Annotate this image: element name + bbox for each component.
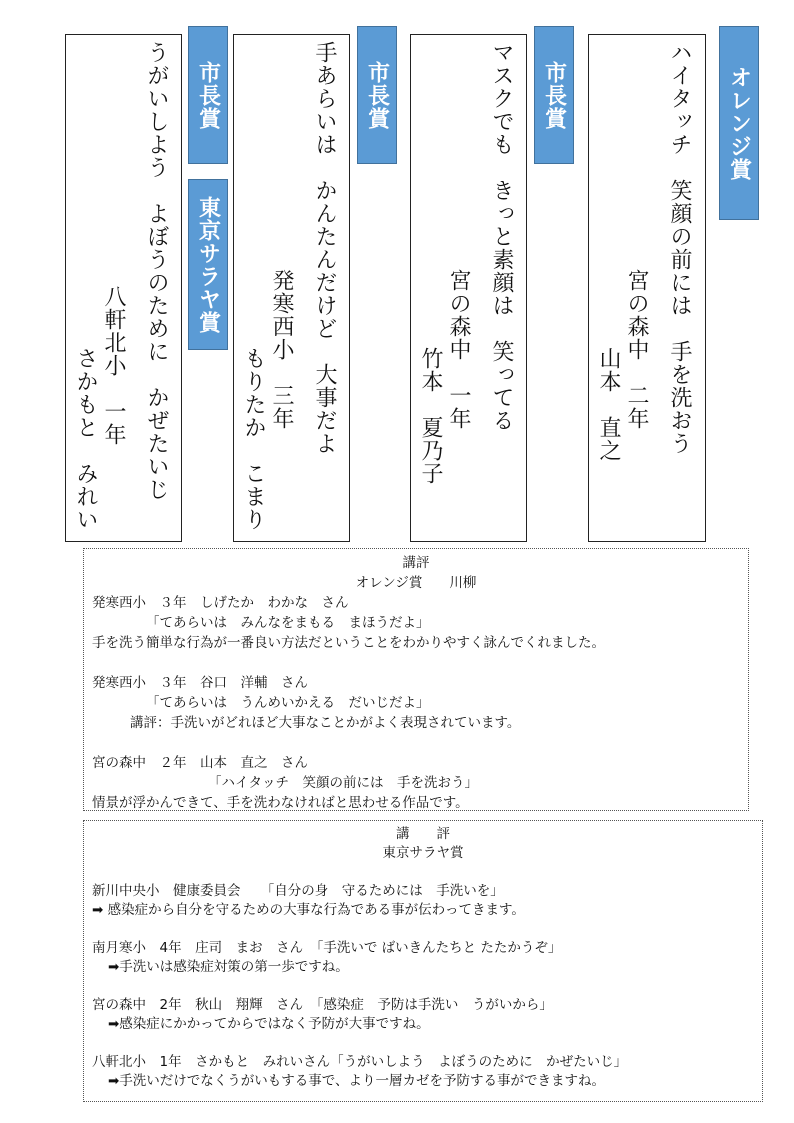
entry-line: 新川中央小 健康委員会 「自分の身 守るためには 手洗いを」: [92, 883, 504, 899]
mayor-award-label: 市長賞: [364, 60, 390, 130]
orange-award-label: オレンジ賞: [726, 65, 752, 181]
poem-school: 八軒北小 一年: [101, 285, 126, 446]
mayor-award-label: 市長賞: [195, 60, 221, 130]
poem-author: 竹本 夏乃子: [418, 347, 443, 485]
tokyo-saraya-award-badge: [188, 179, 228, 350]
orange-award-review: [83, 548, 749, 811]
orange-award-badge: [719, 26, 759, 220]
entry-line: 八軒北小 1年 さかもと みれいさん「うがいしよう よぼうのために かぜたいじ」: [92, 1054, 628, 1070]
poem-school: 宮の森中 二年: [624, 269, 649, 430]
entry-line: 南月寒小 4年 庄司 まお さん 「手洗いで ばいきんたちと たたかうぞ」: [92, 940, 562, 956]
poem-text: マスクでも きっと素顔は 笑ってる: [489, 41, 514, 432]
review-subtitle: オレンジ賞 川柳: [355, 575, 477, 591]
entry-comment: 講評：手洗いがどれほど大事なことかがよく表現されています。: [130, 715, 521, 731]
poem-school: 発寒西小 三年: [269, 269, 294, 430]
poem-card-2: [410, 34, 527, 542]
poem-card-4: [65, 34, 182, 542]
poem-text: 手あらいは かんたんだけど 大事だよ: [312, 41, 337, 455]
poem-card-3: [233, 34, 350, 542]
poem-author: もりたか こまり: [241, 347, 266, 531]
poem-author: 山本 直之: [596, 347, 621, 462]
tokyo-saraya-award-label: 東京サラヤ賞: [195, 195, 221, 334]
poem-text: うがいしよう よぼうのために かぜたいじ: [144, 41, 169, 501]
entry-poem: 「ハイタッチ 笑顔の前には 手を洗おう」: [208, 775, 478, 791]
entry-author: 発寒西小 ３年 しげたか わかな さん: [92, 595, 349, 611]
mayor-award-label: 市長賞: [541, 60, 567, 130]
mayor-award-badge: [357, 26, 397, 164]
mayor-award-badge: [188, 26, 228, 164]
entry-comment: ➡ 感染症から自分を守るための大事な行為である事が伝わってきます。: [92, 902, 525, 918]
review-title: 講 評: [396, 826, 450, 842]
entry-line: 宮の森中 2年 秋山 翔輝 さん 「感染症 予防は手洗い うがいから」: [92, 997, 553, 1013]
tokyo-saraya-award-review: [83, 820, 763, 1102]
entry-comment: ➡手洗いは感染症対策の第一歩ですね。: [108, 959, 349, 975]
poem-school: 宮の森中 一年: [446, 269, 471, 430]
poem-author: さかもと みれい: [73, 347, 98, 531]
entry-comment: ➡手洗いだけでなくうがいもする事で、より一層カゼを予防する事ができますね。: [108, 1073, 606, 1089]
poem-card-1: [588, 34, 706, 542]
entry-poem: 「てあらいは みんなをまもる まほうだよ」: [146, 615, 430, 631]
review-title: 講評: [402, 555, 430, 571]
entry-poem: 「てあらいは うんめいかえる だいじだよ」: [146, 695, 430, 711]
poem-text: ハイタッチ 笑顔の前には 手を洗おう: [667, 41, 692, 455]
review-subtitle: 東京サラヤ賞: [382, 845, 464, 861]
entry-comment: ➡感染症にかかってからではなく予防が大事ですね。: [108, 1016, 430, 1032]
entry-comment: 情景が浮かんできて、手を洗わなければと思わせる作品です。: [92, 795, 469, 811]
entry-comment: 手を洗う簡単な行為が一番良い方法だということをわかりやすく詠んでくれました。: [92, 635, 605, 651]
entry-author: 宮の森中 ２年 山本 直之 さん: [92, 755, 308, 771]
entry-author: 発寒西小 ３年 谷口 洋輔 さん: [92, 675, 308, 691]
mayor-award-badge: [534, 26, 574, 164]
